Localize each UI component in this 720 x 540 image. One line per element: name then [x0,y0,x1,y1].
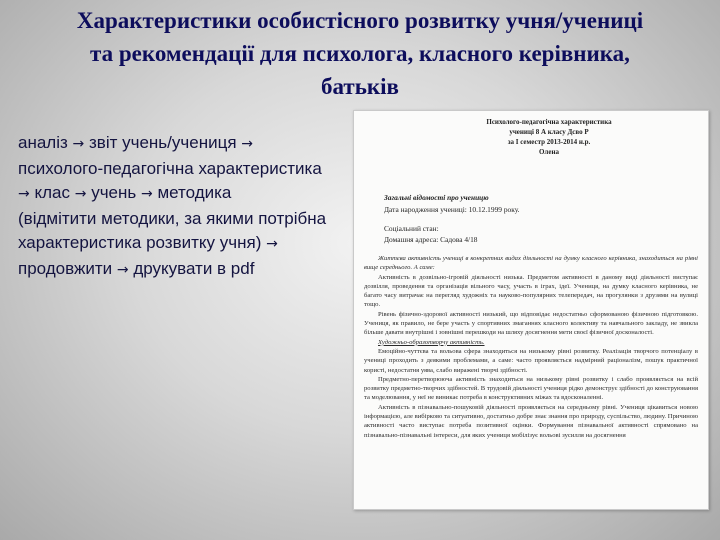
step-print-pdf: друкувати в pdf [133,258,255,278]
document-class-line: учениці 8 А класу Дсво Р [509,128,589,136]
document-preview [353,110,709,510]
document-term-line: за І семестр 2013-2014 н.р. [507,138,591,146]
document-student-name: Олена [538,148,559,156]
slide-title [0,4,720,103]
birth-date-line: Дата народження учениці: 10.12.1999 року. [384,205,520,214]
arrow-icon: → [116,261,129,278]
arrow-icon: → [241,136,253,152]
step-note: характеристика розвитку учня) [18,233,262,253]
instruction-line-3 [18,181,378,207]
title-line-2: та рекомендації для психолога, класного керівника, [90,41,630,66]
doc-paragraph: Емоційно-чуттєва та вольова сфера знаходиться на низькому рівні розвитку. Реалізація творчого потенціалу в учениці проходить з деякими проблемами, а саме: часто проявляється надмірний раціоналізм, пошук практичної користі, недостатня уява, слабо виражені творчі здібності. [364,347,698,374]
address-line: Домашня адреса: Садова 4/18 [384,235,478,244]
step-student: учень [91,183,137,203]
arrow-icon: → [266,236,278,253]
document-header [444,117,654,157]
social-status-line: Соціальний стан: [384,224,439,233]
instructions-text [18,131,378,283]
instruction-line-2: психолого-педагогічна характеристика [18,158,322,178]
doc-paragraph: Життєва активність учениці в конкретних видах діяльності на думку класного керівника, знаходиться на рівні вище середнього. А саме: [364,255,698,272]
step-method: методика [157,183,232,203]
arrow-icon: → [72,136,85,152]
arrow-icon: → [140,186,153,203]
step-class: клас [34,183,70,203]
instruction-line-1 [18,131,378,157]
doc-paragraph: Художньо-образотворчу активність. [378,338,485,346]
document-title: Психолого-педагогічна характеристика [486,118,612,126]
title-line-3: батьків [321,74,399,99]
instruction-line-4: (відмітити методики, за якими потрібна [18,208,327,228]
instruction-line-5 [18,231,378,257]
doc-paragraph: Предметно-перетворююча активність знаходиться на низькому рівні розвитку і слабо проявляється на всій розвитку предметно-творчих здібностей. В трудовій діяльності учениця рідко демонструє здібності до конструювання та моделювання, у неї не виникає потреба в конструктивних міжах та вдосконаленні. [364,375,698,402]
document-body [364,254,698,440]
step-report: звіт учень/учениця [89,133,237,152]
section-general-info: Загальні відомості про ученицю [384,193,489,202]
title-line-1: Характеристики особистісного розвитку учня/учениці [76,8,644,33]
step-analysis: аналіз [18,133,68,152]
doc-paragraph: Активність в дозвільно-ігровій діяльності низька. Предметом активності в даному виді діяльності виступає дозвілля, проведення та організація вільного часу, участь в іграх, ідеї. Учениця, на думку класного керівника, не багато часу витрачає на перегляд художніх та науково-популярних телепередач, на прогулянки з друзями на вулиці тощо. [364,273,698,309]
instruction-line-6 [18,257,378,283]
arrow-icon: → [18,186,30,203]
arrow-icon: → [74,186,87,203]
doc-paragraph: Активність в пізнавально-пошуковій діяльності проявляється на середньому рівні. Учениця цікавиться новою інформацією, але вибірково та ситуативно, достатньо добре знає знання про природу, суспільство, людину. Причиною активності часто виступає потреба позитивної оцінки. Формування пізнавальної активності спрямовано на пізнавально-пізнавальні інтереси, для яких учениця мобілізує вольові зусилля на досягнення [364,403,698,439]
doc-paragraph: Рівень фізично-здорової активності низький, що відповідає недостатньо сформованою фізичною підготовкою. Учениця, як правило, не бере участь у спортивних змаганнях класного колективу та навчального закладу, не звикла більше давати внутрішні і зовнішні перешкоди на шляху досягнення мети своєї фізичної досконалості. [364,310,698,337]
step-continue: продовжити [18,258,113,278]
